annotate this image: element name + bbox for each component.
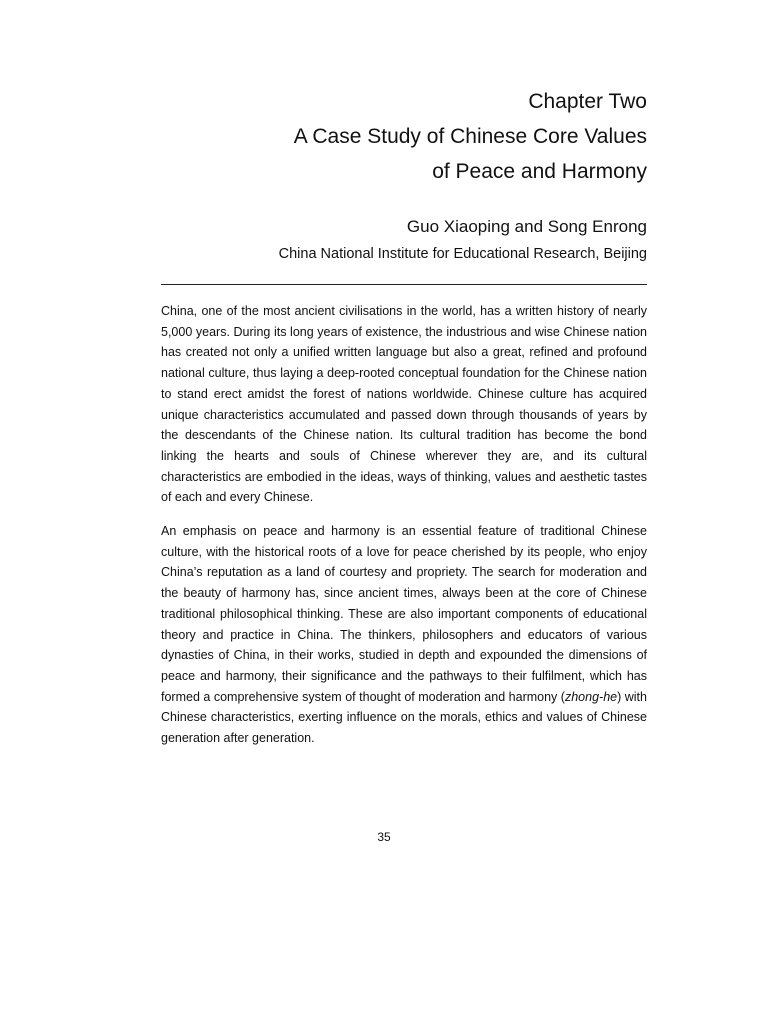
paragraph-1: China, one of the most ancient civilisations in the world, has a written history of nearly 5,000 years. During its long years of existence, the industrious and wise Chinese nation has created not only a unified written language but also a great, refined and profound national culture, thus laying a deep-rooted conceptual foundation for the Chinese nation to stand erect amidst the forest of nations worldwide. Chinese culture has acquired unique characteristics accumulated and passed down through thousands of years by the descendants of the Chinese nation. Its cultural tradition has become the bond linking the hearts and souls of Chinese wherever they are, and its cultural characteristics are embodied in the ideas, ways of thinking, values and aesthetic tastes of each and every Chinese.	[161, 304, 647, 505]
paragraph-2-text-start: An emphasis on peace and harmony is an essential feature of traditional Chinese culture, with the historical roots of a love for peace cherished by its people, who enjoy China’s reputation as a land of courtesy and propriety. The search for moderation and the beauty of harmony has, since ancient times, always been at the core of Chinese traditional philosophical thinking. These are also important components of educational theory and practice in China. The thinkers, philosophers and educators of various dynasties of China, in their works, studied in depth and expounded the dimensions of peace and harmony, their significance and the pathways to their fulfilment, which has formed a comprehensive system of thought of moderation and harmony (	[161, 524, 647, 704]
affiliation: China National Institute for Educational Research, Beijing	[278, 246, 647, 262]
page-number: 35	[377, 830, 391, 844]
chapter-label: Chapter Two	[528, 90, 647, 113]
chapter-title-line-2: of Peace and Harmony	[432, 160, 647, 183]
chapter-title-line-1: A Case Study of Chinese Core Values	[293, 125, 647, 148]
term-zhong-he: zhong-he	[564, 689, 618, 704]
paragraph-2-text-end: ) with Chinese characteristics, exerting influence on the morals, ethics and values of Chinese generation after generation.	[161, 689, 647, 746]
authors: Guo Xiaoping and Song Enrong	[406, 217, 647, 236]
paragraph-2	[161, 521, 647, 749]
header-divider	[161, 284, 647, 285]
chapter-title	[147, 84, 647, 189]
